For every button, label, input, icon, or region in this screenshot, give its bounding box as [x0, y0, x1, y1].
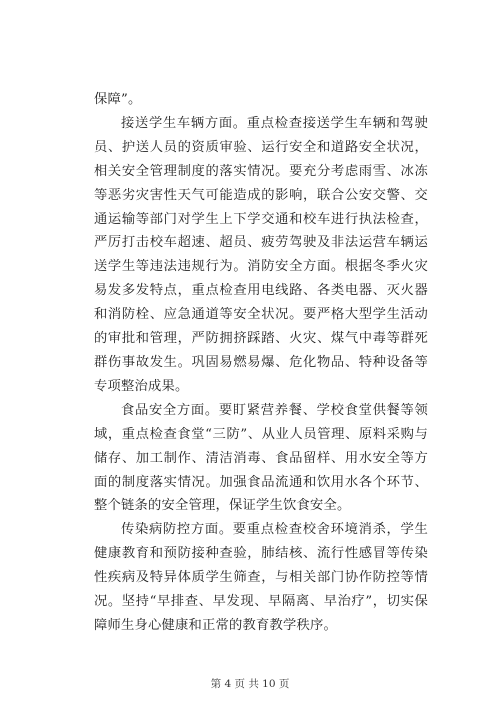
paragraph-disease-control: 传染病防控方面。要重点检查校舍环境消杀，学生健康教育和预防接种查验，肺结核、流行性感冒等传染性疾病及特异体质学生筛查，与相关部门协作防控等情况。坚持“早排查、早发现、早隔离、早治疗”，切实保障师生身心健康和正常的教育教学秩序。	[94, 522, 428, 633]
page-number-footer: 第 4 页 共 10 页	[210, 678, 290, 690]
document-body	[94, 88, 428, 638]
paragraph-continued: 保障”。	[94, 92, 142, 107]
paragraph-food-safety: 食品安全方面。要盯紧营养餐、学校食堂供餐等领域，重点检查食堂“三防”、从业人员管理、原料采购与储存、加工制作、清洁消毒、食品留样、用水安全等方面的制度落实情况。加强食品流通和饮用水各个环节、整个链条的安全管理，保证学生饮食安全。	[94, 402, 428, 514]
paragraph-vehicle-safety: 接送学生车辆方面。重点检查接送学生车辆和驾驶员、护送人员的资质审验、运行安全和道路安全状况，相关安全管理制度的落实情况。要充分考虑雨雪、冰冻等恶劣灾害性天气可能造成的影响，联合公安交警、交通运输等部门对学生上下学交通和校车进行执法检查，严厉打击校车超速、超员、疲劳驾驶及非法运营车辆运送学生等违法违规行为。消防安全方面。根据冬季火灾易发多发特点，重点检查用电线路、各类电器、灭火器和消防栓、应急通道等安全状况。要严格大型学生活动的审批和管理，严防拥挤踩踏、火灾、煤气中毒等群死群伤事故发生。巩固易燃易爆、危化物品、特种设备等专项整治成果。	[94, 115, 428, 394]
